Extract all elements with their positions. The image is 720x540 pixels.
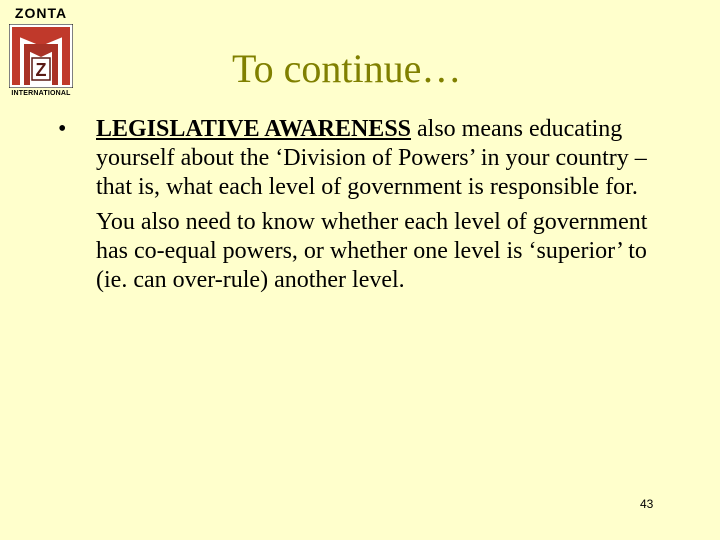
- bullet-item: [96, 115, 662, 295]
- paragraph-1-text: also means educating yourself about the ‘Division of Powers’ in your country – that is, what each level of government is responsible for.: [96, 116, 647, 200]
- logo-top-text: ZONTA: [14, 5, 68, 21]
- page-number: 43: [640, 497, 654, 511]
- paragraph-2: You also need to know whether each level of government has co-equal powers, or whether one level is ‘superior’ to (ie. can over-rule) another level.: [96, 209, 648, 293]
- logo-bottom-text: INTERNATIONAL: [11, 90, 71, 97]
- paragraph-1: [96, 115, 662, 202]
- slide-title: To continue…: [232, 46, 462, 91]
- zonta-emblem-icon: [9, 24, 73, 88]
- zonta-international-logo: [5, 5, 77, 101]
- emblem-letter: Z: [35, 60, 47, 80]
- bullet-keyword: LEGISLATIVE AWARENESS: [96, 116, 412, 142]
- bullet-marker: •: [58, 116, 67, 142]
